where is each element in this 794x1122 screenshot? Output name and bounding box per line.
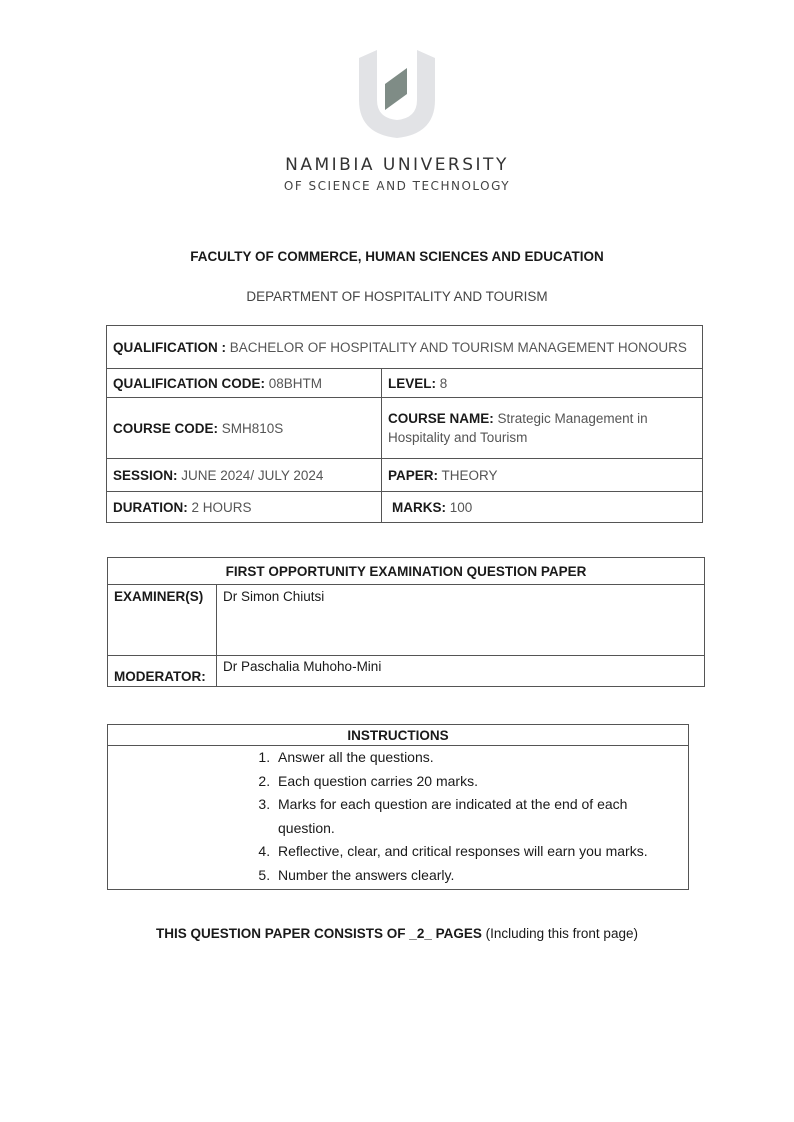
examiner-value: Dr Simon Chiutsi: [217, 585, 705, 656]
page-count-note: [0, 926, 794, 941]
course-code-value: SMH810S: [221, 420, 284, 436]
faculty-heading: FACULTY OF COMMERCE, HUMAN SCIENCES AND EDUCATION: [190, 249, 604, 264]
paper-cell: [382, 459, 703, 492]
moderator-label: MODERATOR:: [108, 656, 217, 687]
instructions-title: INSTRUCTIONS: [108, 725, 689, 746]
instructions-list: [108, 746, 682, 887]
qualification-code-value: 08BHTM: [268, 375, 323, 391]
moderator-value: Dr Paschalia Muhoho-Mini: [217, 656, 705, 687]
level-value: 8: [439, 375, 448, 391]
instructions-title-row: [108, 725, 689, 746]
university-name-line1: NAMIBIA UNIVERSITY: [285, 155, 509, 175]
session-value: JUNE 2024/ JULY 2024: [181, 467, 324, 483]
examiners-title-row: [108, 558, 705, 585]
qualification-row: [107, 326, 703, 369]
duration-label: DURATION:: [113, 499, 188, 515]
paper-label: PAPER:: [388, 467, 439, 483]
qualification-label: QUALIFICATION :: [113, 339, 226, 355]
duration-row: [107, 492, 703, 523]
university-name-line2: OF SCIENCE AND TECHNOLOGY: [283, 179, 511, 193]
course-name-cell: [382, 398, 703, 459]
session-cell: [107, 459, 382, 492]
examiners-table: [107, 557, 705, 687]
page-count-normal: (Including this front page): [485, 926, 638, 941]
examiner-row: [108, 585, 705, 656]
moderator-row: [108, 656, 705, 687]
instruction-item: 3. Marks for each question are indicated at the end of each question.: [274, 793, 682, 840]
marks-value: 100: [449, 499, 473, 515]
instructions-body-row: [108, 746, 689, 890]
paper-value: THEORY: [441, 467, 498, 483]
instruction-item: 4. Reflective, clear, and critical responses will earn you marks.: [274, 840, 682, 864]
instruction-item: 2. Each question carries 20 marks.: [274, 770, 682, 794]
qualification-value: BACHELOR OF HOSPITALITY AND TOURISM MANAGEMENT HONOURS: [229, 339, 687, 355]
course-code-label: COURSE CODE:: [113, 420, 219, 436]
page-count-bold: THIS QUESTION PAPER CONSISTS OF _2_ PAGES: [156, 926, 482, 941]
duration-cell: [107, 492, 382, 523]
session-label: SESSION:: [113, 467, 178, 483]
qualification-code-row: [107, 369, 703, 398]
course-name-label: COURSE NAME:: [388, 411, 494, 426]
course-name-value: Strategic Management in Hospitality and Tourism: [388, 411, 648, 445]
session-row: [107, 459, 703, 492]
department-heading: DEPARTMENT OF HOSPITALITY AND TOURISM: [246, 289, 548, 304]
course-code-cell: [107, 398, 382, 459]
qualification-code-label: QUALIFICATION CODE:: [113, 375, 265, 391]
university-logo-icon: [355, 44, 439, 140]
course-info-table: [106, 325, 703, 523]
level-label: LEVEL:: [388, 375, 437, 391]
instruction-item: 5. Number the answers clearly.: [274, 864, 682, 888]
examiner-label: EXAMINER(S): [108, 585, 217, 656]
instruction-item: 1. Answer all the questions.: [274, 746, 682, 770]
qualification-cell: [107, 326, 703, 369]
marks-label: MARKS:: [392, 499, 446, 515]
marks-cell: [382, 492, 703, 523]
course-row: [107, 398, 703, 459]
instructions-body: [108, 746, 689, 890]
level-cell: [382, 369, 703, 398]
qualification-code-cell: [107, 369, 382, 398]
instructions-table: [107, 724, 689, 890]
duration-value: 2 HOURS: [191, 499, 252, 515]
examiners-title: FIRST OPPORTUNITY EXAMINATION QUESTION PAPER: [108, 558, 705, 585]
